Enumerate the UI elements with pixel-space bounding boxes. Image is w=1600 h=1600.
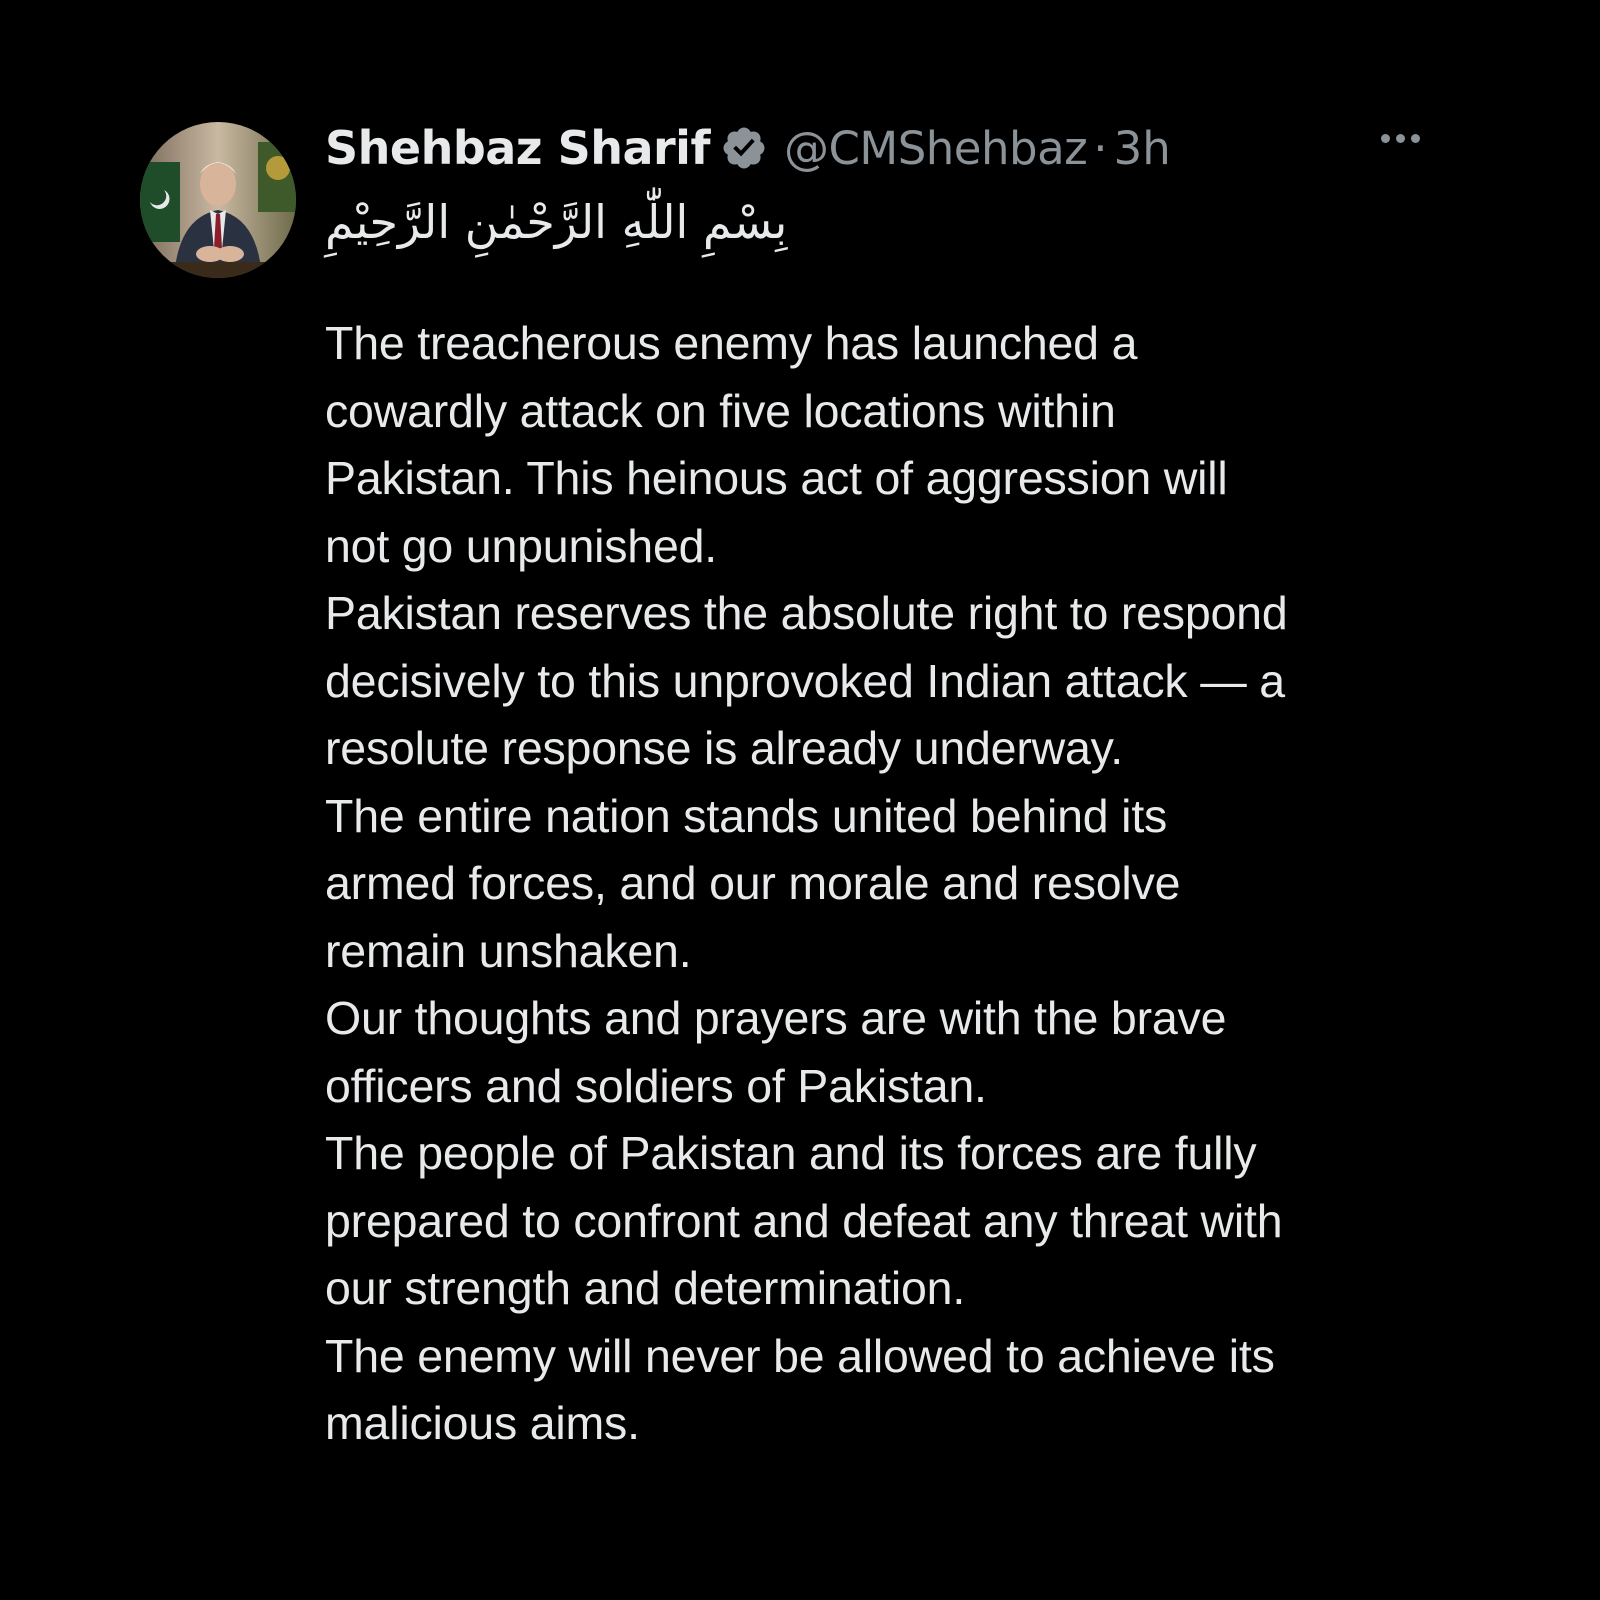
more-options-icon[interactable] [1381,134,1420,143]
more-dot [1381,134,1390,143]
timestamp[interactable]: 3h [1113,121,1171,175]
more-dot [1411,134,1420,143]
tweet-line: officers and soldiers of Pakistan. [325,1059,987,1112]
arabic-greeting: بِسْمِ اللّٰهِ الرَّحْمٰنِ الرَّحِيْمِ [325,195,788,249]
separator-dot: · [1093,121,1108,175]
tweet-header [325,122,1460,174]
tweet-line: decisively to this unprovoked Indian attack — a [325,654,1285,707]
more-dot [1396,134,1405,143]
tweet-body [325,310,1460,1458]
tweet-line: not go unpunished. [325,519,717,572]
tweet-line: prepared to confront and defeat any threat with [325,1194,1283,1247]
tweet-line: The enemy will never be allowed to achieve its [325,1329,1275,1382]
author-name[interactable]: Shehbaz Sharif [325,121,710,175]
avatar[interactable] [140,122,296,278]
tweet-line: Our thoughts and prayers are with the brave [325,992,1227,1044]
tweet-line: Pakistan reserves the absolute right to respond [325,587,1288,639]
tweet-content [325,122,1460,1458]
tweet-line: malicious aims. [325,1397,640,1449]
author-handle[interactable]: @CMShehbaz [783,121,1088,175]
tweet-line: Pakistan. This heinous act of aggression will [325,452,1228,504]
tweet-line: The people of Pakistan and its forces are fully [325,1127,1257,1179]
tweet-line: armed forces, and our morale and resolve [325,857,1181,909]
tweet-line: our strength and determination. [325,1262,966,1314]
verified-badge-icon [720,124,768,172]
tweet-line: cowardly attack on five locations within [325,384,1116,437]
tweet-line: remain unshaken. [325,924,692,977]
tweet-line: resolute response is already underway. [325,722,1123,774]
tweet-line: The treacherous enemy has launched a [325,317,1138,369]
tweet-line: The entire nation stands united behind its [325,789,1168,842]
